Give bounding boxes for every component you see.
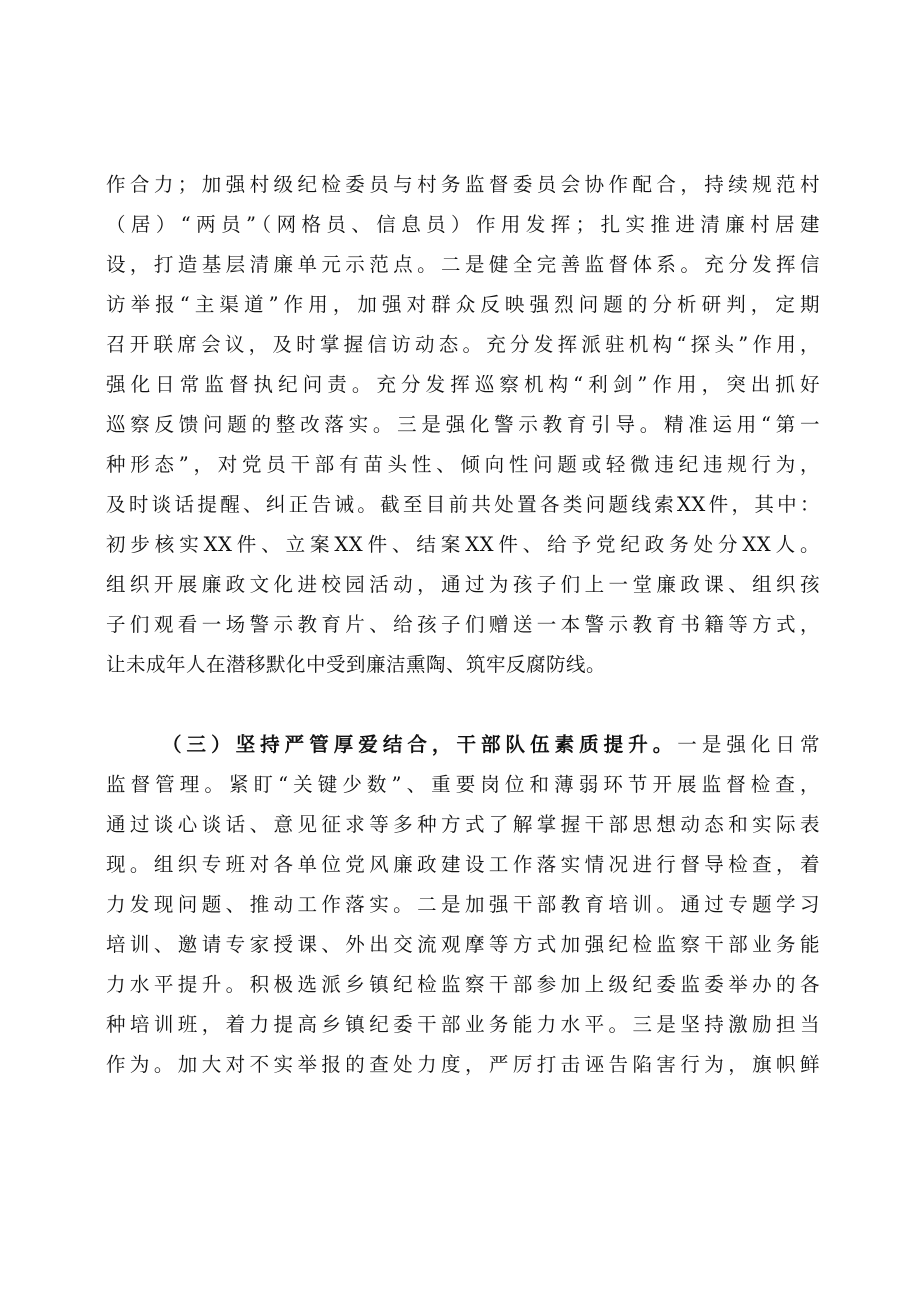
- paragraph-line: 力水平提升。积极选派乡镇纪检监察干部参加上级纪委监委举办的各: [106, 973, 820, 996]
- paragraph-line: 子们观看一场警示教育片、给孩子们赠送一本警示教育书籍等方式，: [106, 613, 820, 636]
- paragraph-line: 召开联席会议，及时掌握信访动态。充分发挥派驻机构“探头”作用，: [106, 333, 820, 356]
- paragraph-line: 设，打造基层清廉单元示范点。二是健全完善监督体系。充分发挥信: [106, 253, 820, 276]
- paragraph-line: 种形态”，对党员干部有苗头性、倾向性问题或轻微违纪违规行为，: [106, 453, 820, 476]
- paragraph-line: 通过谈心谈话、意见征求等多种方式了解掌握干部思想动态和实际表: [106, 813, 820, 836]
- paragraph-line: 作为。加大对不实举报的查处力度，严厉打击诬告陷害行为，旗帜鲜: [106, 1053, 820, 1076]
- paragraph-line: 强化日常监督执纪问责。充分发挥巡察机构“利剑”作用，突出抓好: [106, 373, 820, 396]
- paragraph-line: 培训、邀请专家授课、外出交流观摩等方式加强纪检监察干部业务能: [106, 933, 820, 956]
- paragraph-line: 现。组织专班对各单位党风廉政建设工作落实情况进行督导检查，着: [106, 853, 820, 876]
- paragraph-line: 力发现问题、推动工作落实。二是加强干部教育培训。通过专题学习: [106, 893, 820, 916]
- paragraph-line: 监督管理。紧盯“关键少数”、重要岗位和薄弱环节开展监督检查，: [106, 773, 820, 796]
- paragraph-line: 巡察反馈问题的整改落实。三是强化警示教育引导。精准运用“第一: [106, 413, 820, 436]
- paragraph-line: 组织开展廉政文化进校园活动，通过为孩子们上一堂廉政课、组织孩: [106, 573, 820, 596]
- paragraph-line: 种培训班，着力提高乡镇纪委干部业务能力水平。三是坚持激励担当: [106, 1013, 820, 1036]
- heading-continuation: 一是强化日常: [677, 733, 820, 756]
- paragraph-line: 初步核实XX件、立案XX件、结案XX件、给予党纪政务处分XX人。: [106, 533, 820, 556]
- paragraph-line: 及时谈话提醒、纠正告诫。截至目前共处置各类问题线索XX件，其中：: [106, 493, 820, 516]
- paragraph-line: 作合力；加强村级纪检委员与村务监督委员会协作配合，持续规范村: [106, 173, 820, 196]
- paragraph-line: 让未成年人在潜移默化中受到廉洁熏陶、筑牢反腐防线。: [106, 653, 607, 676]
- paragraph-first-line: [106, 725, 820, 765]
- paragraph-2: [106, 725, 820, 1085]
- paragraph-1: [106, 165, 820, 685]
- paragraph-line: （居）“两员”（网格员、信息员）作用发挥；扎实推进清廉村居建: [106, 213, 820, 236]
- paragraph-line: 访举报“主渠道”作用，加强对群众反映强烈问题的分析研判，定期: [106, 293, 820, 316]
- section-heading: （三）坚持严管厚爱结合，干部队伍素质提升。: [162, 733, 678, 756]
